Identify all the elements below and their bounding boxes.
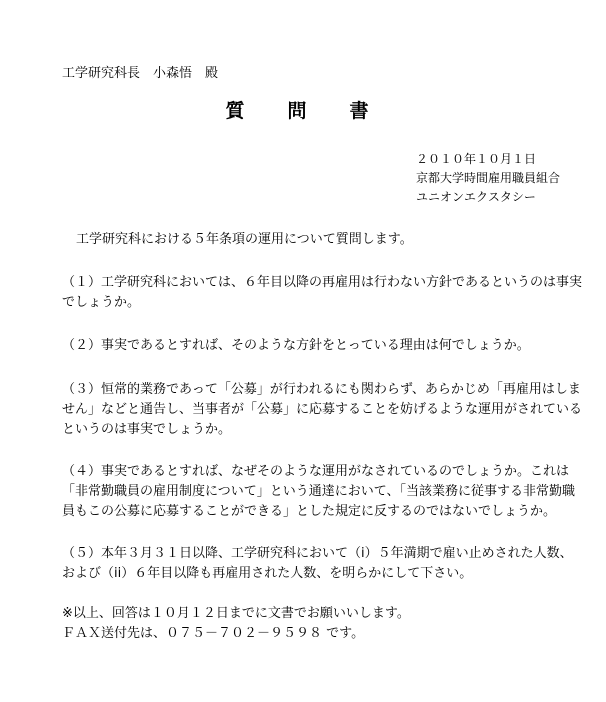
sender-union-name: ユニオンエクスタシー — [416, 190, 536, 204]
question-line: せん」などと通告し、当事者が「公募」に応募することを妨げるような運用がされている — [62, 402, 583, 417]
question-line: （４）事実であるとすれば、なぜそのような運用がなされているのでしょうか。これは — [62, 464, 570, 479]
question-line: 「非常勤職員の雇用制度について」という通達において、「当該業務に従事する非常勤職 — [62, 484, 575, 499]
sender-date: ２０１０年１０月１日 — [416, 152, 537, 166]
sender-organization: 京都大学時間雇用職員組合 — [416, 171, 561, 185]
question-line: でしょうか。 — [62, 295, 141, 310]
footer-fax: ＦＡＸ送付先は、０７５－７０２－９５９８ です。 — [62, 626, 365, 641]
footer-request: ※以上、回答は１０月１２日までに文書でお願いいします。 — [62, 606, 410, 621]
question-line: 員もこの公募に応募することができる」とした規定に反するのではないでしょうか。 — [62, 504, 557, 519]
question-line: （１）工学研究科においては、６年目以降の再雇用は行わない方針であるというのは事実 — [62, 275, 583, 290]
question-line: （３）恒常的業務であって「公募」が行われるにも関わらず、あらかじめ「再雇用はしま — [62, 382, 581, 397]
question-line: および（ii）６年目以降も再雇用された人数、を明らかにして下さい。 — [62, 566, 473, 581]
document-title: 質 問 書 — [225, 100, 381, 122]
question-line: （２）事実であるとすれば、そのような方針をとっている理由は何でしょうか。 — [62, 338, 530, 353]
intro-text: 工学研究科における５年条項の運用について質問します。 — [76, 232, 413, 247]
question-line: （５）本年３月３１日以降、工学研究科において（i）５年満期で雇い止めされた人数、 — [62, 546, 573, 561]
question-line: というのは事実でしょうか。 — [62, 422, 232, 437]
addressee: 工学研究科長 小森悟 殿 — [62, 66, 219, 81]
